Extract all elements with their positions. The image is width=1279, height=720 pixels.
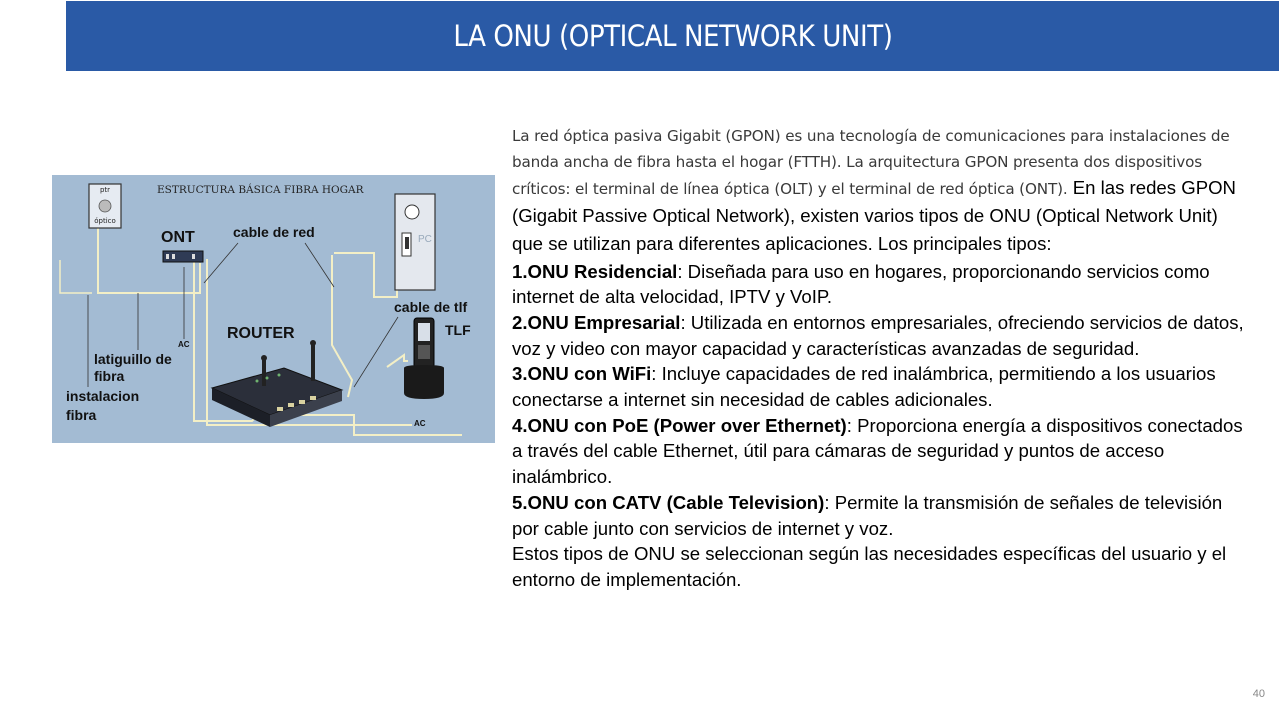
item-text: : Utilizada en entornos empresariales, ofreciendo servicios de datos, voz y video con mayor capacidad y características avanzadas de seguridad.	[512, 311, 1244, 359]
ac-label-1: AC	[178, 340, 190, 349]
router-label: ROUTER	[227, 325, 295, 342]
list-item	[512, 259, 1252, 310]
item-text: : Proporciona energía a dispositivos conectados a través del cable Ethernet, útil para cámaras de seguridad y puntos de acceso inalámbrico.	[512, 414, 1243, 488]
ptr-label-2: óptico	[94, 217, 116, 225]
ptr-label-1: ptr	[99, 186, 111, 194]
pc-label: PC	[418, 234, 432, 245]
diagram-heading: ESTRUCTURA BÁSICA FIBRA HOGAR	[157, 184, 364, 196]
instalacion-label-2: fibra	[66, 407, 97, 423]
fiber-home-diagram	[52, 175, 495, 443]
latiguillo-label-1: latiguillo de	[94, 351, 172, 367]
page-number: 40	[1252, 688, 1265, 700]
intro-paragraph	[512, 124, 1252, 259]
intro-gray-text: La red óptica pasiva Gigabit (GPON) es una tecnología de comunicaciones para instalaciones de banda ancha de fibra hasta el hogar (FTTH). La arquitectura GPON presenta dos dispositivos críticos: el terminal de línea óptica (OLT) y el terminal de red óptica (ONT).	[512, 127, 1230, 199]
item-text: : Incluye capacidades de red inalámbrica, permitiendo a los usuarios conectarse a internet sin necesidad de cables adicionales.	[512, 363, 1216, 411]
item-label: 1.ONU Residencial	[512, 260, 678, 282]
intro-dark-text: En las redes GPON (Gigabit Passive Optical Network), existen varios tipos de ONU (Optical Network Unit) que se utilizan para diferentes aplicaciones. Los principales tipos:	[512, 177, 1236, 254]
list-item	[512, 361, 1252, 412]
slide-title: LA ONU (OPTICAL NETWORK UNIT)	[452, 19, 893, 53]
cable-tlf-label: cable de tlf	[394, 299, 468, 315]
list-item	[512, 413, 1252, 490]
item-text: : Permite la transmisión de señales de televisión por cable junto con servicios de internet y voz.	[512, 491, 1223, 539]
router-device	[212, 340, 342, 427]
list-item	[512, 490, 1252, 541]
item-label: 4.ONU con PoE (Power over Ethernet)	[512, 414, 847, 436]
content-text	[512, 124, 1252, 593]
latiguillo-label-2: fibra	[94, 368, 125, 384]
tlf-label: TLF	[445, 322, 471, 338]
item-label: 2.ONU Empresarial	[512, 311, 681, 333]
item-text: : Diseñada para uso en hogares, proporcionando servicios como internet de alta velocidad, IPTV y VoIP.	[512, 260, 1210, 308]
closing-paragraph: Estos tipos de ONU se seleccionan según las necesidades específicas del usuario y el entorno de implementación.	[512, 543, 1227, 590]
phone-base	[404, 365, 444, 399]
item-label: 5.ONU con CATV (Cable Television)	[512, 491, 825, 513]
diagram-svg	[52, 175, 495, 443]
instalacion-label-1: instalacion	[66, 388, 140, 404]
title-bar	[66, 1, 1279, 71]
list-item	[512, 310, 1252, 361]
ont-label: ONT	[161, 229, 195, 246]
ac-label-2: AC	[414, 419, 426, 428]
item-label: 3.ONU con WiFi	[512, 363, 652, 385]
cable-red-label: cable de red	[233, 224, 315, 240]
onu-types-list	[512, 259, 1252, 593]
